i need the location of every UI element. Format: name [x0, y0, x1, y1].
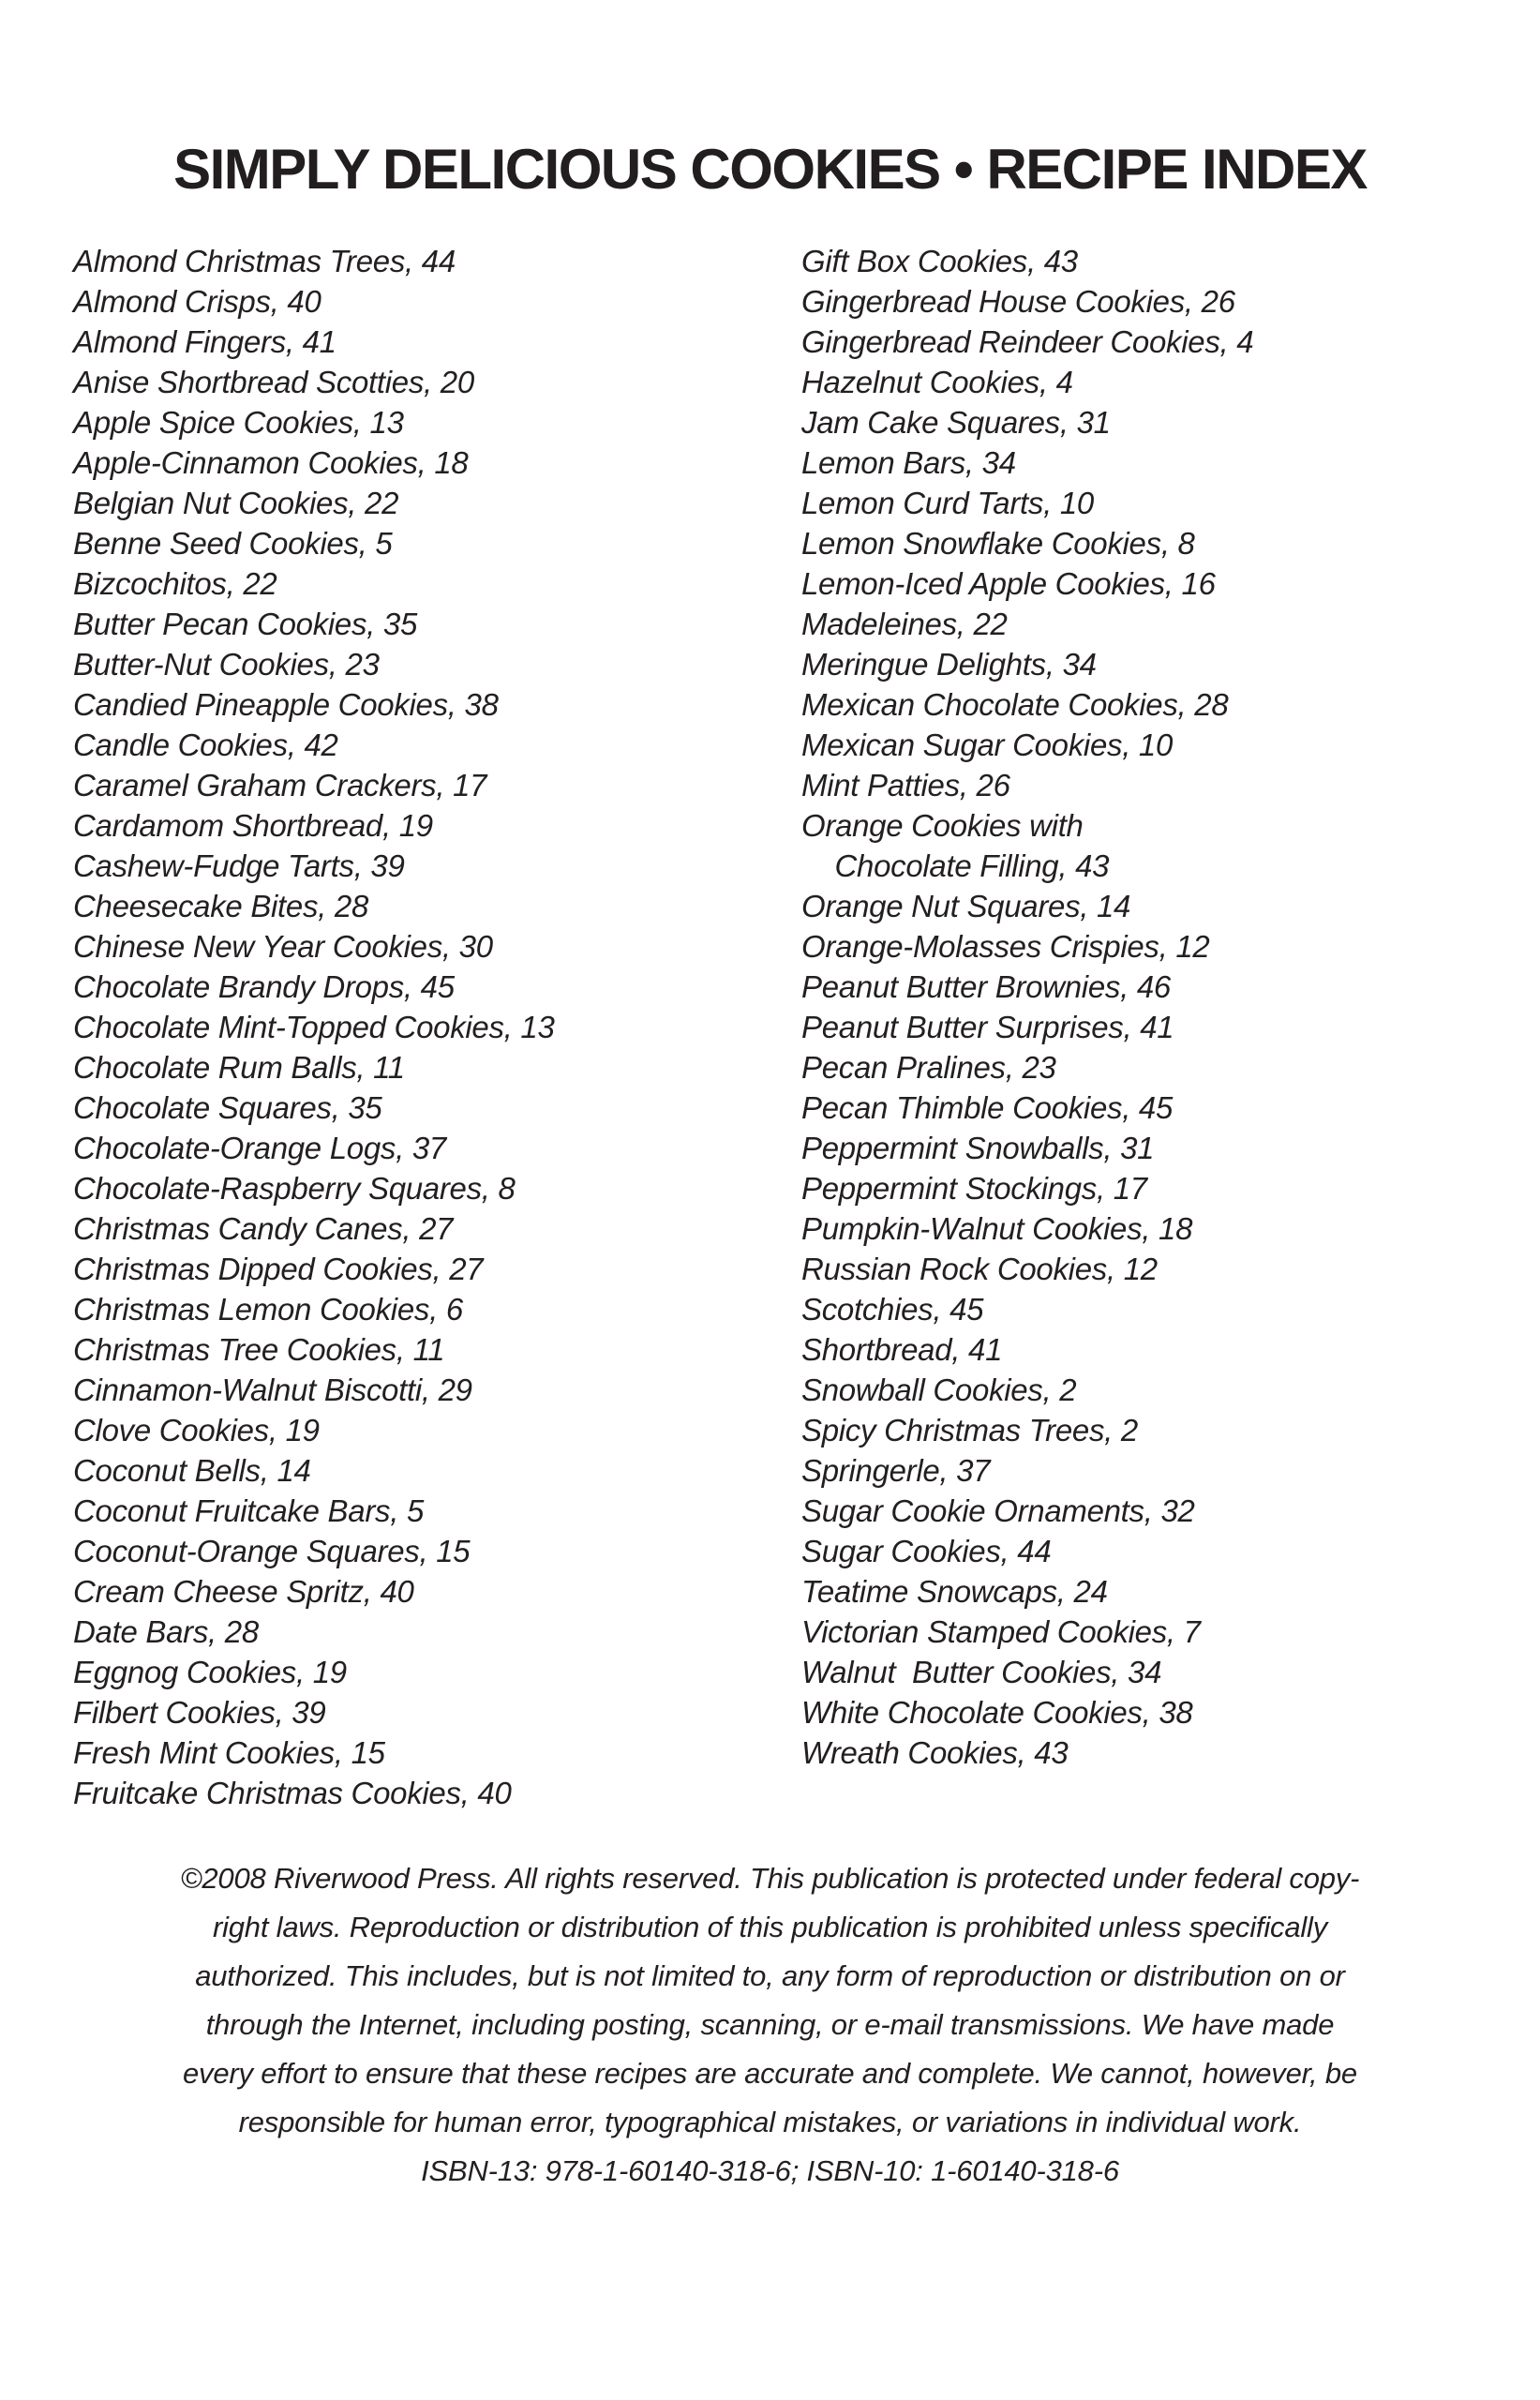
recipe-entry: Russian Rock Cookies, 12: [801, 1252, 1158, 1286]
recipe-entry: Christmas Dipped Cookies, 27: [73, 1252, 484, 1286]
recipe-entry: Cheesecake Bites, 28: [73, 889, 369, 923]
recipe-entry: Sugar Cookie Ornaments, 32: [801, 1493, 1195, 1528]
recipe-entry: Chocolate Filling, 43: [801, 848, 1110, 883]
recipe-entry: White Chocolate Cookies, 38: [801, 1695, 1193, 1730]
recipe-entry: Jam Cake Squares, 31: [801, 405, 1111, 440]
recipe-entry: Pumpkin-Walnut Cookies, 18: [801, 1211, 1193, 1246]
recipe-entry: Peppermint Snowballs, 31: [801, 1131, 1155, 1165]
recipe-entry: Teatime Snowcaps, 24: [801, 1574, 1108, 1609]
recipe-entry: Apple-Cinnamon Cookies, 18: [73, 445, 469, 480]
recipe-entry: Cardamom Shortbread, 19: [73, 808, 433, 843]
recipe-entry: Scotchies, 45: [801, 1292, 984, 1327]
recipe-entry: Orange Nut Squares, 14: [801, 889, 1131, 923]
recipe-entry: Butter-Nut Cookies, 23: [73, 647, 380, 682]
recipe-entry: Mint Patties, 26: [801, 768, 1010, 802]
recipe-entry: Cashew-Fudge Tarts, 39: [73, 848, 405, 883]
recipe-entry: Date Bars, 28: [73, 1614, 259, 1649]
recipe-entry: Wreath Cookies, 43: [801, 1735, 1069, 1770]
recipe-entry: Lemon Curd Tarts, 10: [801, 486, 1094, 520]
recipe-entry: Lemon Snowflake Cookies, 8: [801, 526, 1195, 561]
recipe-entry: Mexican Chocolate Cookies, 28: [801, 687, 1229, 722]
recipe-entry: Springerle, 37: [801, 1453, 991, 1488]
recipe-entry: Eggnog Cookies, 19: [73, 1655, 347, 1689]
recipe-entry: Hazelnut Cookies, 4: [801, 365, 1073, 399]
recipe-entry: Spicy Christmas Trees, 2: [801, 1413, 1138, 1448]
recipe-entry: Madeleines, 22: [801, 607, 1008, 641]
copyright-line: through the Internet, including posting, scanning, or e-mail transmissions. We have made: [205, 2008, 1335, 2041]
recipe-entry: Victorian Stamped Cookies, 7: [801, 1614, 1201, 1649]
recipe-entry: Butter Pecan Cookies, 35: [73, 607, 418, 641]
recipe-entry: Chocolate Mint-Topped Cookies, 13: [73, 1010, 555, 1044]
page-title: SIMPLY DELICIOUS COOKIES • RECIPE INDEX: [173, 138, 1367, 201]
recipe-entry: Candle Cookies, 42: [73, 728, 338, 762]
copyright-line: every effort to ensure that these recipes are accurate and complete. We cannot, however, be: [183, 2057, 1357, 2090]
recipe-entry: Chinese New Year Cookies, 30: [73, 929, 493, 964]
recipe-entry: Orange-Molasses Crispies, 12: [801, 929, 1210, 964]
recipe-entry: Apple Spice Cookies, 13: [73, 405, 404, 440]
recipe-entry: Coconut-Orange Squares, 15: [73, 1534, 471, 1568]
recipe-entry: Mexican Sugar Cookies, 10: [801, 728, 1174, 762]
recipe-entry: Walnut Butter Cookies, 34: [801, 1655, 1162, 1689]
recipe-entry: Peanut Butter Brownies, 46: [801, 969, 1171, 1004]
recipe-entry: Cinnamon-Walnut Biscotti, 29: [73, 1372, 472, 1407]
recipe-entry: Gingerbread Reindeer Cookies, 4: [801, 324, 1254, 359]
recipe-entry: Lemon Bars, 34: [801, 445, 1016, 480]
recipe-index-columns: [0, 241, 1540, 1813]
recipe-entry: Gift Box Cookies, 43: [801, 244, 1078, 278]
recipe-entry: Gingerbread House Cookies, 26: [801, 284, 1235, 319]
recipe-entry: Peppermint Stockings, 17: [801, 1171, 1147, 1206]
recipe-entry: Chocolate Squares, 35: [73, 1090, 382, 1125]
recipe-entry: Coconut Fruitcake Bars, 5: [73, 1493, 424, 1528]
recipe-entry: Fresh Mint Cookies, 15: [73, 1735, 385, 1770]
copyright-line: right laws. Reproduction or distribution of this publication is prohibited unless specifically: [212, 1911, 1328, 1943]
recipe-entry: Belgian Nut Cookies, 22: [73, 486, 399, 520]
recipe-column-left: [73, 241, 801, 1813]
copyright-line: ISBN-13: 978-1-60140-318-6; ISBN-10: 1-60140-318-6: [421, 2154, 1119, 2187]
recipe-entry: Anise Shortbread Scotties, 20: [73, 365, 474, 399]
recipe-entry: Candied Pineapple Cookies, 38: [73, 687, 499, 722]
recipe-entry: Filbert Cookies, 39: [73, 1695, 326, 1730]
recipe-entry: Cream Cheese Spritz, 40: [73, 1574, 414, 1609]
recipe-entry: Christmas Tree Cookies, 11: [73, 1332, 445, 1367]
recipe-entry: Meringue Delights, 34: [801, 647, 1097, 682]
recipe-entry: Benne Seed Cookies, 5: [73, 526, 393, 561]
copyright-line: responsible for human error, typographical mistakes, or variations in individual work.: [238, 2106, 1302, 2138]
recipe-entry: Fruitcake Christmas Cookies, 40: [73, 1776, 512, 1810]
recipe-entry: Chocolate Rum Balls, 11: [73, 1050, 405, 1085]
recipe-entry: Pecan Pralines, 23: [801, 1050, 1056, 1085]
recipe-entry: Shortbread, 41: [801, 1332, 1003, 1367]
recipe-entry: Orange Cookies with: [801, 808, 1084, 843]
recipe-entry: Pecan Thimble Cookies, 45: [801, 1090, 1174, 1125]
recipe-entry: Chocolate Brandy Drops, 45: [73, 969, 455, 1004]
recipe-entry: Bizcochitos, 22: [73, 566, 277, 601]
recipe-entry: Sugar Cookies, 44: [801, 1534, 1052, 1568]
recipe-entry: Almond Crisps, 40: [73, 284, 321, 319]
recipe-entry: Chocolate-Orange Logs, 37: [73, 1131, 446, 1165]
recipe-entry: Lemon-Iced Apple Cookies, 16: [801, 566, 1216, 601]
recipe-entry: Christmas Lemon Cookies, 6: [73, 1292, 463, 1327]
copyright-block: [0, 1854, 1540, 2196]
recipe-entry: Caramel Graham Crackers, 17: [73, 768, 487, 802]
recipe-column-right: [801, 241, 1540, 1813]
recipe-entry: Coconut Bells, 14: [73, 1453, 311, 1488]
copyright-line: authorized. This includes, but is not limited to, any form of reproduction or distribution on or: [195, 1959, 1345, 1992]
copyright-line: ©2008 Riverwood Press. All rights reserved. This publication is protected under federal copy-: [180, 1862, 1360, 1895]
recipe-entry: Peanut Butter Surprises, 41: [801, 1010, 1174, 1044]
recipe-entry: Christmas Candy Canes, 27: [73, 1211, 454, 1246]
recipe-entry: Snowball Cookies, 2: [801, 1372, 1077, 1407]
recipe-entry: Chocolate-Raspberry Squares, 8: [73, 1171, 516, 1206]
recipe-entry: Almond Fingers, 41: [73, 324, 336, 359]
recipe-entry: Almond Christmas Trees, 44: [73, 244, 456, 278]
recipe-entry: Clove Cookies, 19: [73, 1413, 320, 1448]
